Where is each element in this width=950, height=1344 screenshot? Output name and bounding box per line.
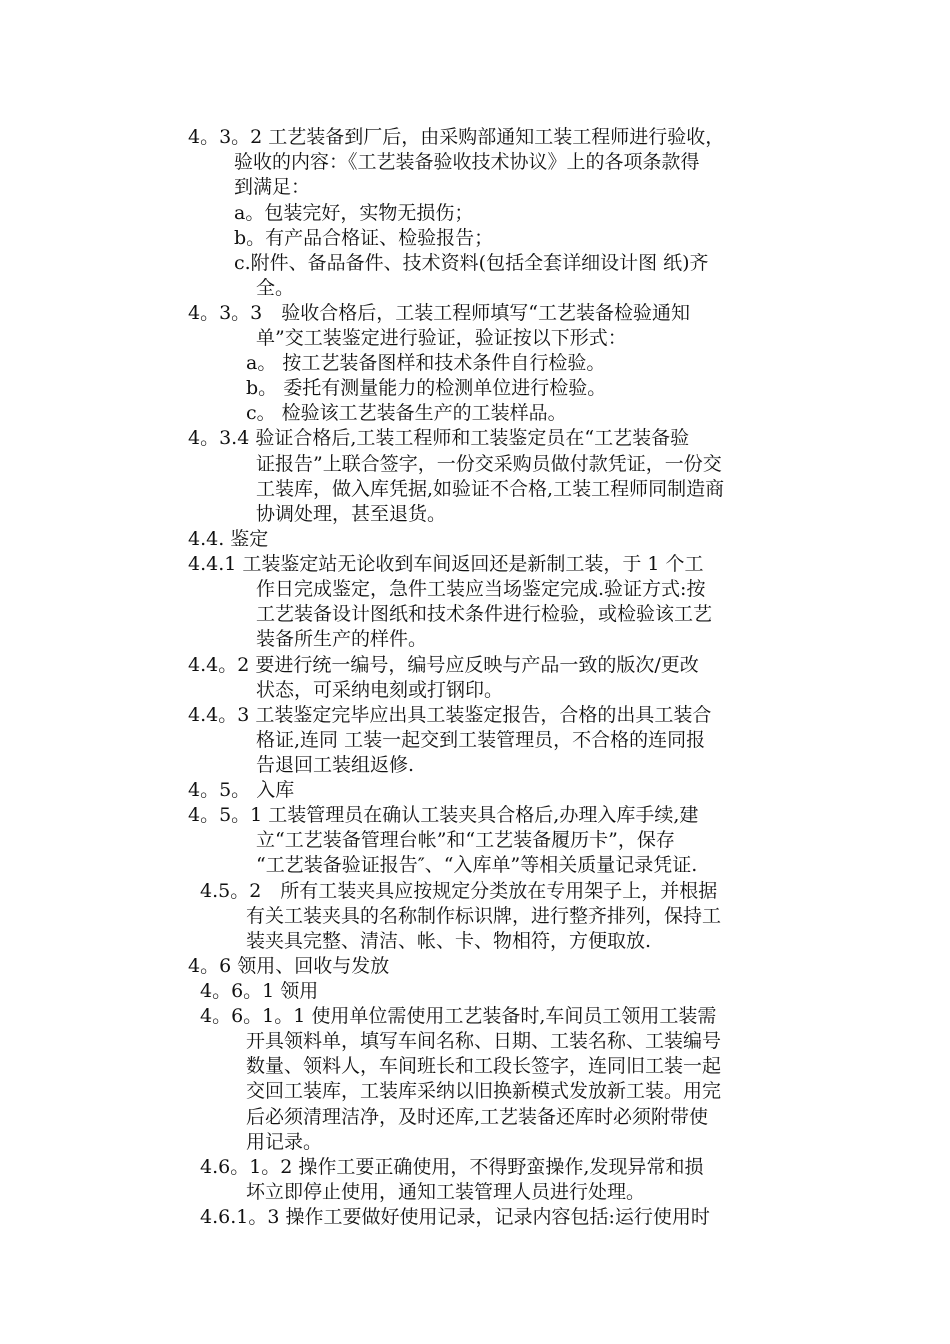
text-line: a。包装完好，实物无损伤； (234, 202, 474, 224)
text-line: 用记录。 (246, 1131, 323, 1153)
text-line: 告退回工装组返修. (256, 754, 415, 776)
text-line: 单”交工装鉴定进行验证，验证按以下形式： (256, 327, 627, 349)
text-line: 4。3。3 验收合格后，工装工程师填写“工艺装备检验通知 (188, 302, 690, 324)
text-line: 验收的内容：《工艺装备验收技术协议》上的各项条款得 (234, 151, 700, 173)
text-line: 4。6。1。1 使用单位需使用工艺装备时,车间员工领用工装需 (200, 1005, 717, 1027)
text-line: 证报告”上联合签字，一份交采购员做付款凭证，一份交 (256, 453, 722, 475)
text-line: 状态，可采纳电刻或打钢印。 (256, 679, 504, 701)
text-line: 装备所生产的样件。 (256, 628, 428, 650)
text-line: 坏立即停止使用，通知工装管理人员进行处理。 (246, 1181, 646, 1203)
text-line: a。 按工艺装备图样和技术条件自行检验。 (246, 352, 606, 374)
section-heading: 4.4. 鉴定 (188, 528, 269, 550)
text-line: 交回工装库，工装库采纳以旧换新模式发放新工装。用完 (246, 1080, 722, 1102)
text-line: b。 委托有测量能力的检测单位进行检验。 (246, 377, 607, 399)
text-line: 工装库，做入库凭据,如验证不合格,工装工程师同制造商 (256, 478, 725, 500)
text-line: 全。 (256, 277, 295, 299)
text-line: b。有产品合格证、检验报告； (234, 227, 494, 249)
text-line: 后必须清理洁净，及时还库,工艺装备还库时必须附带使 (246, 1106, 709, 1128)
subsection-heading: 4。6。1 领用 (200, 980, 319, 1002)
text-line: c.附件、备品备件、技术资料(包括全套详细设计图 纸)齐 (234, 252, 709, 274)
text-line: 到满足： (234, 176, 311, 198)
text-line: 4.4.1 工装鉴定站无论收到车间返回还是新制工装，于 1 个工 (188, 553, 704, 575)
text-line: 4.4。2 要进行统一编号，编号应反映与产品一致的版次/更改 (188, 654, 699, 676)
text-line: 4。3。2 工艺装备到厂后，由采购部通知工装工程师进行验收， (188, 126, 725, 148)
section-heading: 4。6 领用、回收与发放 (188, 955, 390, 977)
text-line: 数量、领料人，车间班长和工段长签字，连同旧工装一起 (246, 1055, 722, 1077)
text-line: 4.4。3 工装鉴定完毕应出具工装鉴定报告，合格的出具工装合 (188, 704, 712, 726)
text-line: “工艺装备验证报告″、“入库单”等相关质量记录凭证. (256, 854, 698, 876)
text-line: 作日完成鉴定，急件工装应当场鉴定完成.验证方式:按 (256, 578, 706, 600)
text-line: 4。3.4 验证合格后,工装工程师和工装鉴定员在“工艺装备验 (188, 427, 690, 449)
text-line: 开具领料单，填写车间名称、日期、工装名称、工装编号 (246, 1030, 722, 1052)
text-line: 有关工装夹具的名称制作标识牌，进行整齐排列，保持工 (246, 905, 722, 927)
text-line: 立“工艺装备管理台帐”和“工艺装备履历卡”，保存 (256, 829, 675, 851)
text-line: 装夹具完整、清洁、帐、卡、物相符，方便取放. (246, 930, 652, 952)
text-line: 4.5。2 所有工装夹具应按规定分类放在专用架子上，并根据 (200, 880, 718, 902)
text-line: 工艺装备设计图纸和技术条件进行检验，或检验该工艺 (256, 603, 713, 625)
text-line: 格证,连同 工装一起交到工装管理员，不合格的连同报 (256, 729, 706, 751)
text-line: 4.6。1。2 操作工要正确使用，不得野蛮操作,发现异常和损 (200, 1156, 704, 1178)
text-line: 协调处理，甚至退货。 (256, 503, 447, 525)
section-heading: 4。5。 入库 (188, 779, 295, 801)
text-line: c。 检验该工艺装备生产的工装样品。 (246, 402, 567, 424)
text-line: 4。5。1 工装管理员在确认工装夹具合格后,办理入库手续,建 (188, 804, 699, 826)
text-line: 4.6.1。3 操作工要做好使用记录，记录内容包括:运行使用时 (200, 1206, 710, 1228)
